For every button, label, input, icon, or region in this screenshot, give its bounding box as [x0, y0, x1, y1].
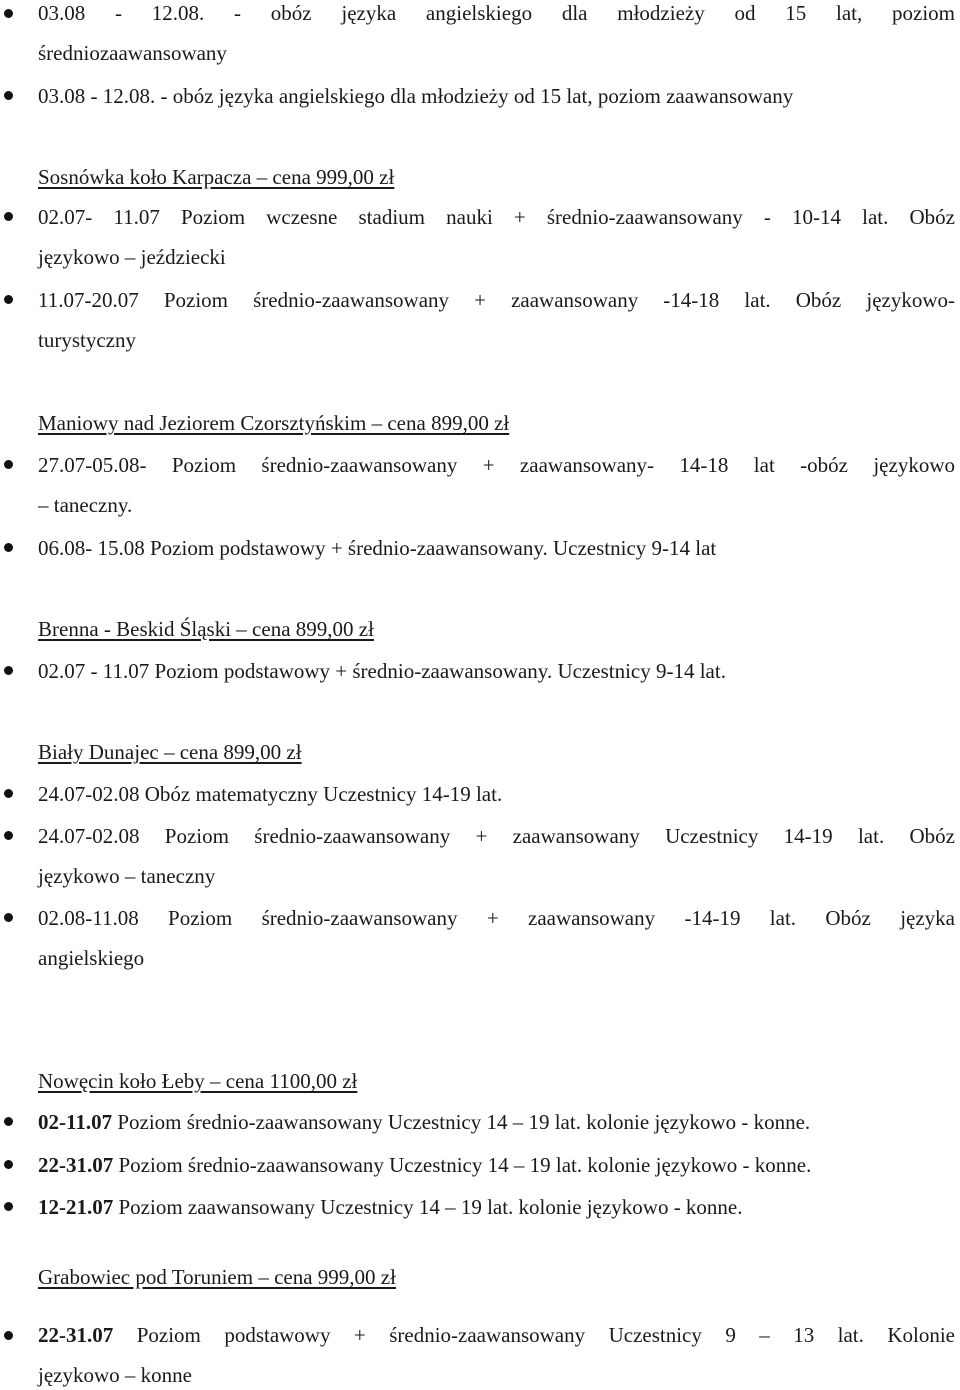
- item-text-line-1: [38, 1110, 955, 1134]
- item-date: 22-31.07: [38, 1323, 114, 1347]
- bullet-icon: [4, 1117, 13, 1126]
- bullet-icon: [4, 1160, 13, 1169]
- item-text-line-1: 03.08 - 12.08. - obóz języka angielskiego dla młodzieży od 15 lat, poziom zaawansowany: [38, 84, 794, 108]
- item-text-line-1: 06.08- 15.08 Poziom podstawowy + średnio-zaawansowany. Uczestnicy 9-14 lat: [38, 536, 717, 560]
- bullet-icon: [4, 212, 13, 221]
- bullet-icon: [4, 831, 13, 840]
- section-heading: Grabowiec pod Toruniem – cena 999,00 zł: [38, 1265, 396, 1289]
- item-date: 02-11.07: [38, 1110, 113, 1134]
- bullet-icon: [4, 543, 13, 552]
- bullet-icon: [4, 295, 13, 304]
- item-text-line-2: turystyczny: [38, 328, 136, 352]
- item-text-line-1: [38, 1323, 955, 1347]
- item-text-line-1: 11.07-20.07 Poziom średnio-zaawansowany + zaawansowany -14-18 lat. Obóz językowo-: [38, 288, 955, 312]
- bullet-icon: [4, 91, 13, 100]
- item-details: Poziom średnio-zaawansowany Uczestnicy 14 – 19 lat. kolonie językowo - konne.: [112, 1110, 811, 1134]
- item-text-line-1: [38, 1195, 955, 1219]
- item-text-line-1: 02.07 - 11.07 Poziom podstawowy + średnio-zaawansowany. Uczestnicy 9-14 lat.: [38, 659, 726, 683]
- item-text-line-1: 02.07- 11.07 Poziom wczesne stadium nauki + średnio-zaawansowany - 10-14 lat. Obóz: [38, 205, 955, 229]
- bullet-icon: [4, 1331, 13, 1340]
- item-text-line-2: – taneczny.: [38, 493, 133, 517]
- bullet-icon: [4, 789, 13, 798]
- section-heading: Brenna - Beskid Śląski – cena 899,00 zł: [38, 617, 374, 641]
- item-text-line-1: 03.08 - 12.08. - obóz języka angielskiego dla młodzieży od 15 lat, poziom: [38, 1, 955, 25]
- item-text-line-2: językowo – jeździecki: [38, 245, 226, 269]
- item-text-line-1: 27.07-05.08- Poziom średnio-zaawansowany + zaawansowany- 14-18 lat -obóz językowo: [38, 453, 955, 477]
- item-date: 22-31.07: [38, 1153, 114, 1177]
- item-text-line-1: [38, 1153, 955, 1177]
- item-details: Poziom podstawowy + średnio-zaawansowany Uczestnicy 9 – 13 lat. Kolonie: [113, 1323, 955, 1347]
- bullet-icon: [4, 1202, 13, 1211]
- item-details: Poziom średnio-zaawansowany Uczestnicy 14 – 19 lat. kolonie językowo - konne.: [113, 1153, 812, 1177]
- item-text-line-1: 24.07-02.08 Poziom średnio-zaawansowany + zaawansowany Uczestnicy 14-19 lat. Obóz: [38, 824, 955, 848]
- bullet-icon: [4, 913, 13, 922]
- bullet-icon: [4, 666, 13, 675]
- item-details: Poziom zaawansowany Uczestnicy 14 – 19 lat. kolonie językowo - konne.: [113, 1195, 743, 1219]
- item-text-line-1: 02.08-11.08 Poziom średnio-zaawansowany + zaawansowany -14-19 lat. Obóz języka: [38, 906, 955, 930]
- item-text-line-2: językowo – konne: [38, 1363, 192, 1387]
- section-heading: Nowęcin koło Łeby – cena 1100,00 zł: [38, 1069, 358, 1093]
- item-text-line-1: 24.07-02.08 Obóz matematyczny Uczestnicy 14-19 lat.: [38, 782, 503, 806]
- item-text-line-2: angielskiego: [38, 946, 145, 970]
- section-heading: Biały Dunajec – cena 899,00 zł: [38, 740, 302, 764]
- item-text-line-2: językowo – taneczny: [38, 864, 216, 888]
- bullet-icon: [4, 9, 13, 18]
- bullet-icon: [4, 460, 13, 469]
- item-date: 12-21.07: [38, 1195, 114, 1219]
- section-heading: Maniowy nad Jeziorem Czorsztyńskim – cena 899,00 zł: [38, 411, 510, 435]
- section-heading: Sosnówka koło Karpacza – cena 999,00 zł: [38, 165, 395, 189]
- item-text-line-2: średniozaawansowany: [38, 41, 227, 65]
